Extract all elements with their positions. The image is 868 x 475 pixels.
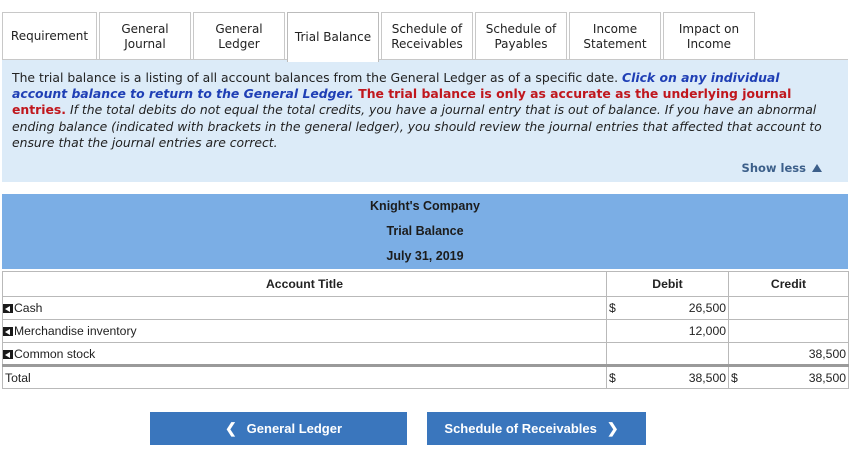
tab-impact-on-income[interactable]: Impact on Income	[663, 12, 755, 60]
tab-schedule-of-receivables[interactable]: Schedule of Receivables	[381, 12, 473, 60]
account-name[interactable]: Cash	[14, 301, 43, 315]
prev-general-ledger-button[interactable]	[150, 412, 407, 445]
credit-dollar-sign	[729, 343, 745, 366]
instructions-text	[12, 70, 838, 151]
debit-dollar-sign	[607, 343, 623, 366]
return-arrow-icon[interactable]	[3, 350, 13, 359]
show-less-link[interactable]	[742, 160, 822, 176]
instructions-balance-note: If the total debits do not equal the total credits, you have a journal entry that is out of balance. If you have an abnormal ending balance (indicated with brackets in the general ledger), you should review the journal entries that affected that account to ensure that the journal entries are correct.	[12, 102, 822, 150]
chevron-left-icon: ❮	[224, 420, 237, 436]
credit-dollar-sign	[729, 297, 745, 320]
instructions-intro: The trial balance is a listing of all account balances from the General Ledger as of a specific date.	[12, 70, 622, 85]
next-schedule-of-receivables-button[interactable]	[427, 412, 646, 445]
total-row	[3, 366, 849, 389]
next-button-label: Schedule of Receivables	[444, 421, 597, 436]
return-arrow-icon[interactable]	[3, 304, 13, 313]
account-cell[interactable]	[3, 320, 607, 343]
column-header-account-title: Account Title	[3, 272, 607, 297]
tab-bar	[2, 12, 757, 60]
account-cell[interactable]	[3, 297, 607, 320]
table-row	[3, 297, 849, 320]
report-header	[2, 194, 848, 269]
return-arrow-icon[interactable]	[3, 327, 13, 336]
credit-value[interactable]	[745, 297, 849, 320]
table-row	[3, 343, 849, 366]
prev-button-label: General Ledger	[246, 421, 343, 436]
debit-value[interactable]: 26,500	[623, 297, 729, 320]
tab-general-journal[interactable]: General Journal	[99, 12, 191, 60]
tab-requirement[interactable]: Requirement	[2, 12, 97, 60]
debit-value[interactable]: 12,000	[623, 320, 729, 343]
debit-dollar-sign	[607, 320, 623, 343]
instructions-panel	[2, 59, 848, 182]
chevron-right-icon: ❯	[606, 420, 619, 436]
credit-value[interactable]	[745, 320, 849, 343]
company-name: Knight's Company	[370, 199, 480, 213]
total-credit-dollar-sign: $	[729, 366, 745, 389]
tab-income-statement[interactable]: Income Statement	[569, 12, 661, 60]
trial-balance-table	[2, 271, 848, 389]
credit-dollar-sign	[729, 320, 745, 343]
instructions-accuracy-note: The trial balance is only as accurate as the underlying journal entries.	[12, 86, 792, 118]
table-header-row	[3, 272, 849, 297]
total-debit-value: 38,500	[623, 366, 729, 389]
column-header-credit: Credit	[729, 272, 849, 297]
account-name[interactable]: Merchandise inventory	[14, 324, 137, 338]
tab-schedule-of-payables[interactable]: Schedule of Payables	[475, 12, 567, 60]
tab-trial-balance[interactable]: Trial Balance	[287, 12, 379, 62]
triangle-up-icon	[812, 164, 822, 172]
table-row	[3, 320, 849, 343]
show-less-label: Show less	[741, 161, 806, 175]
credit-value[interactable]: 38,500	[745, 343, 849, 366]
debit-value[interactable]	[623, 343, 729, 366]
total-debit-dollar-sign: $	[607, 366, 623, 389]
tab-general-ledger[interactable]: General Ledger	[193, 12, 285, 60]
report-date: July 31, 2019	[386, 249, 464, 263]
column-header-debit: Debit	[607, 272, 729, 297]
total-credit-value: 38,500	[745, 366, 849, 389]
total-label: Total	[3, 366, 607, 389]
instructions-click-hint: Click on any individual account balance to return to the General Ledger.	[12, 70, 780, 102]
debit-dollar-sign: $	[607, 297, 623, 320]
account-cell[interactable]	[3, 343, 607, 366]
account-name[interactable]: Common stock	[14, 346, 96, 361]
report-title: Trial Balance	[386, 224, 464, 238]
